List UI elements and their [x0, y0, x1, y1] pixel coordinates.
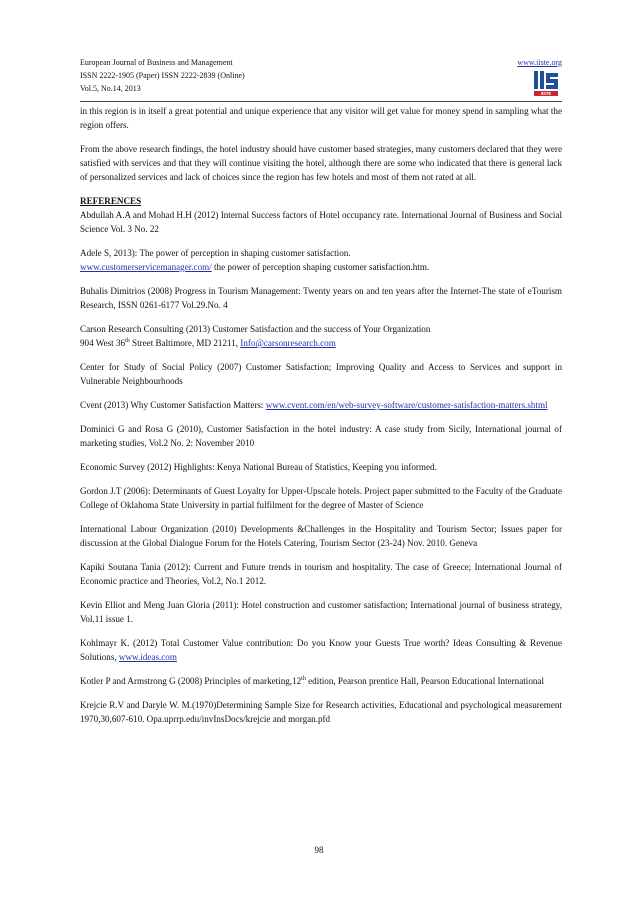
- reference-buhalis: Buhalis Dimitrios (2008) Progress in Tourism Management: Twenty years on and ten years after the Internet-The state of eTourism Research, ISSN 0261-6177 Vol.29.No. 4: [80, 286, 562, 310]
- reference-kevin: Kevin Elliot and Meng Juan Gloria (2011): Hotel construction and customer satisfaction; International journal of business strategy, Vol.11 issue 1.: [80, 600, 562, 624]
- iiste-logo-icon: [532, 68, 562, 98]
- reference-cvent: [80, 398, 562, 412]
- reference-text: Adele S, 2013): The power of perception in shaping customer satisfaction.: [80, 248, 351, 258]
- reference-carson: [80, 322, 562, 350]
- reference-kotler: [80, 674, 562, 688]
- reference-text: Kohlmayr K. (2012) Total Customer Value contribution: Do you Know your Guests True worth? Ideas Consulting & Revenue Solutions,: [80, 638, 562, 662]
- reference-center: Center for Study of Social Policy (2007) Customer Satisfaction; Improving Quality and Access to Services and support in Vulnerable Neighbourhoods: [80, 362, 562, 386]
- reference-text: Street Baltimore, MD 21211,: [129, 338, 241, 348]
- header-divider: [80, 101, 562, 102]
- journal-issn: ISSN 2222-1905 (Paper) ISSN 2222-2839 (Online): [80, 71, 245, 80]
- reference-text: Carson Research Consulting (2013) Customer Satisfaction and the success of Your Organization: [80, 324, 431, 334]
- reference-email-link[interactable]: Info@carsonresearch.com: [240, 338, 336, 348]
- reference-gordon: Gordon J.T (2006): Determinants of Guest Loyalty for Upper-Upscale hotels. Project paper submitted to the Faculty of the Graduate College of Oklahoma State University in partial fulfilment for the degree of Master of Science: [80, 486, 562, 510]
- reference-krejcie: Krejcie R.V and Daryle W. M.(1970)Determining Sample Size for Research activities, Educational and psychological measurement 1970,30,607-610. Opa.uprrp.edu/invInsDocs/krejcie and morgan.pfd: [80, 700, 562, 724]
- journal-volume: Vol.5, No.14, 2013: [80, 84, 141, 93]
- reference-text: Kotler P and Armstrong G (2008) Principles of marketing,12: [80, 676, 302, 686]
- references-heading: REFERENCES: [80, 196, 142, 206]
- article-body: [80, 104, 562, 736]
- reference-abdullah: Abdullah A.A and Mohad H.H (2012) Internal Success factors of Hotel occupancy rate. International Journal of Business and Social Science Vol. 3 No. 22: [80, 210, 562, 234]
- reference-link[interactable]: www.cvent.com/en/web-survey-software/customer-satisfaction-matters.shtml: [265, 400, 548, 410]
- reference-dominici: Dominici G and Rosa G (2010), Customer Satisfaction in the hotel industry: A case study from Sicily, International journal of marketing studies, Vol.2 No. 2: November 2010: [80, 424, 562, 448]
- journal-url-link[interactable]: www.iiste.org: [517, 58, 562, 67]
- paragraph-2: From the above research findings, the hotel industry should have customer based strategies, many customers declared that they were satisfied with services and that they will continue visiting the hotel, although there are some who indicated that there is general lack of personalized services and lack of choices since the region has few hotels and most of them not rated at all.: [80, 144, 562, 182]
- reference-ilo: International Labour Organization (2010) Developments &Challenges in the Hospitality and Tourism Sector; Issues paper for discussion at the Global Dialogue Forum for the Hotels Catering, Tourism Sector (23-24) Nov. 2010. Geneva: [80, 524, 562, 548]
- reference-link[interactable]: www.ideas.com: [118, 652, 177, 662]
- reference-economic-survey: Economic Survey (2012) Highlights: Kenya National Bureau of Statistics, Keeping you informed.: [80, 462, 437, 472]
- paragraph-1: in this region is in itself a great potential and unique experience that any visitor will get value for money spend in sampling what the region offers.: [80, 106, 562, 130]
- reference-text: 904 West 36: [80, 338, 126, 348]
- page-number: 98: [314, 845, 324, 855]
- reference-text: the power of perception shaping customer satisfaction.htm.: [211, 262, 430, 272]
- reference-text: edition, Pearson prentice Hall, Pearson Educational International: [305, 676, 544, 686]
- reference-kapiki: Kapiki Soutana Tania (2012): Current and Future trends in tourism and hospitality. The case of Greece; International Journal of Economic practice and Theories, Vol.2, No.1 2012.: [80, 562, 562, 586]
- reference-adele: [80, 246, 562, 274]
- reference-text: Cvent (2013) Why Customer Satisfaction Matters:: [80, 400, 266, 410]
- reference-kohlmayr: [80, 636, 562, 664]
- superscript: th: [125, 337, 130, 344]
- superscript: th: [301, 675, 306, 682]
- journal-title: European Journal of Business and Management: [80, 58, 233, 67]
- reference-link[interactable]: www.customerservicemanager.com/: [80, 262, 212, 272]
- svg-text:IISTE: IISTE: [540, 91, 552, 97]
